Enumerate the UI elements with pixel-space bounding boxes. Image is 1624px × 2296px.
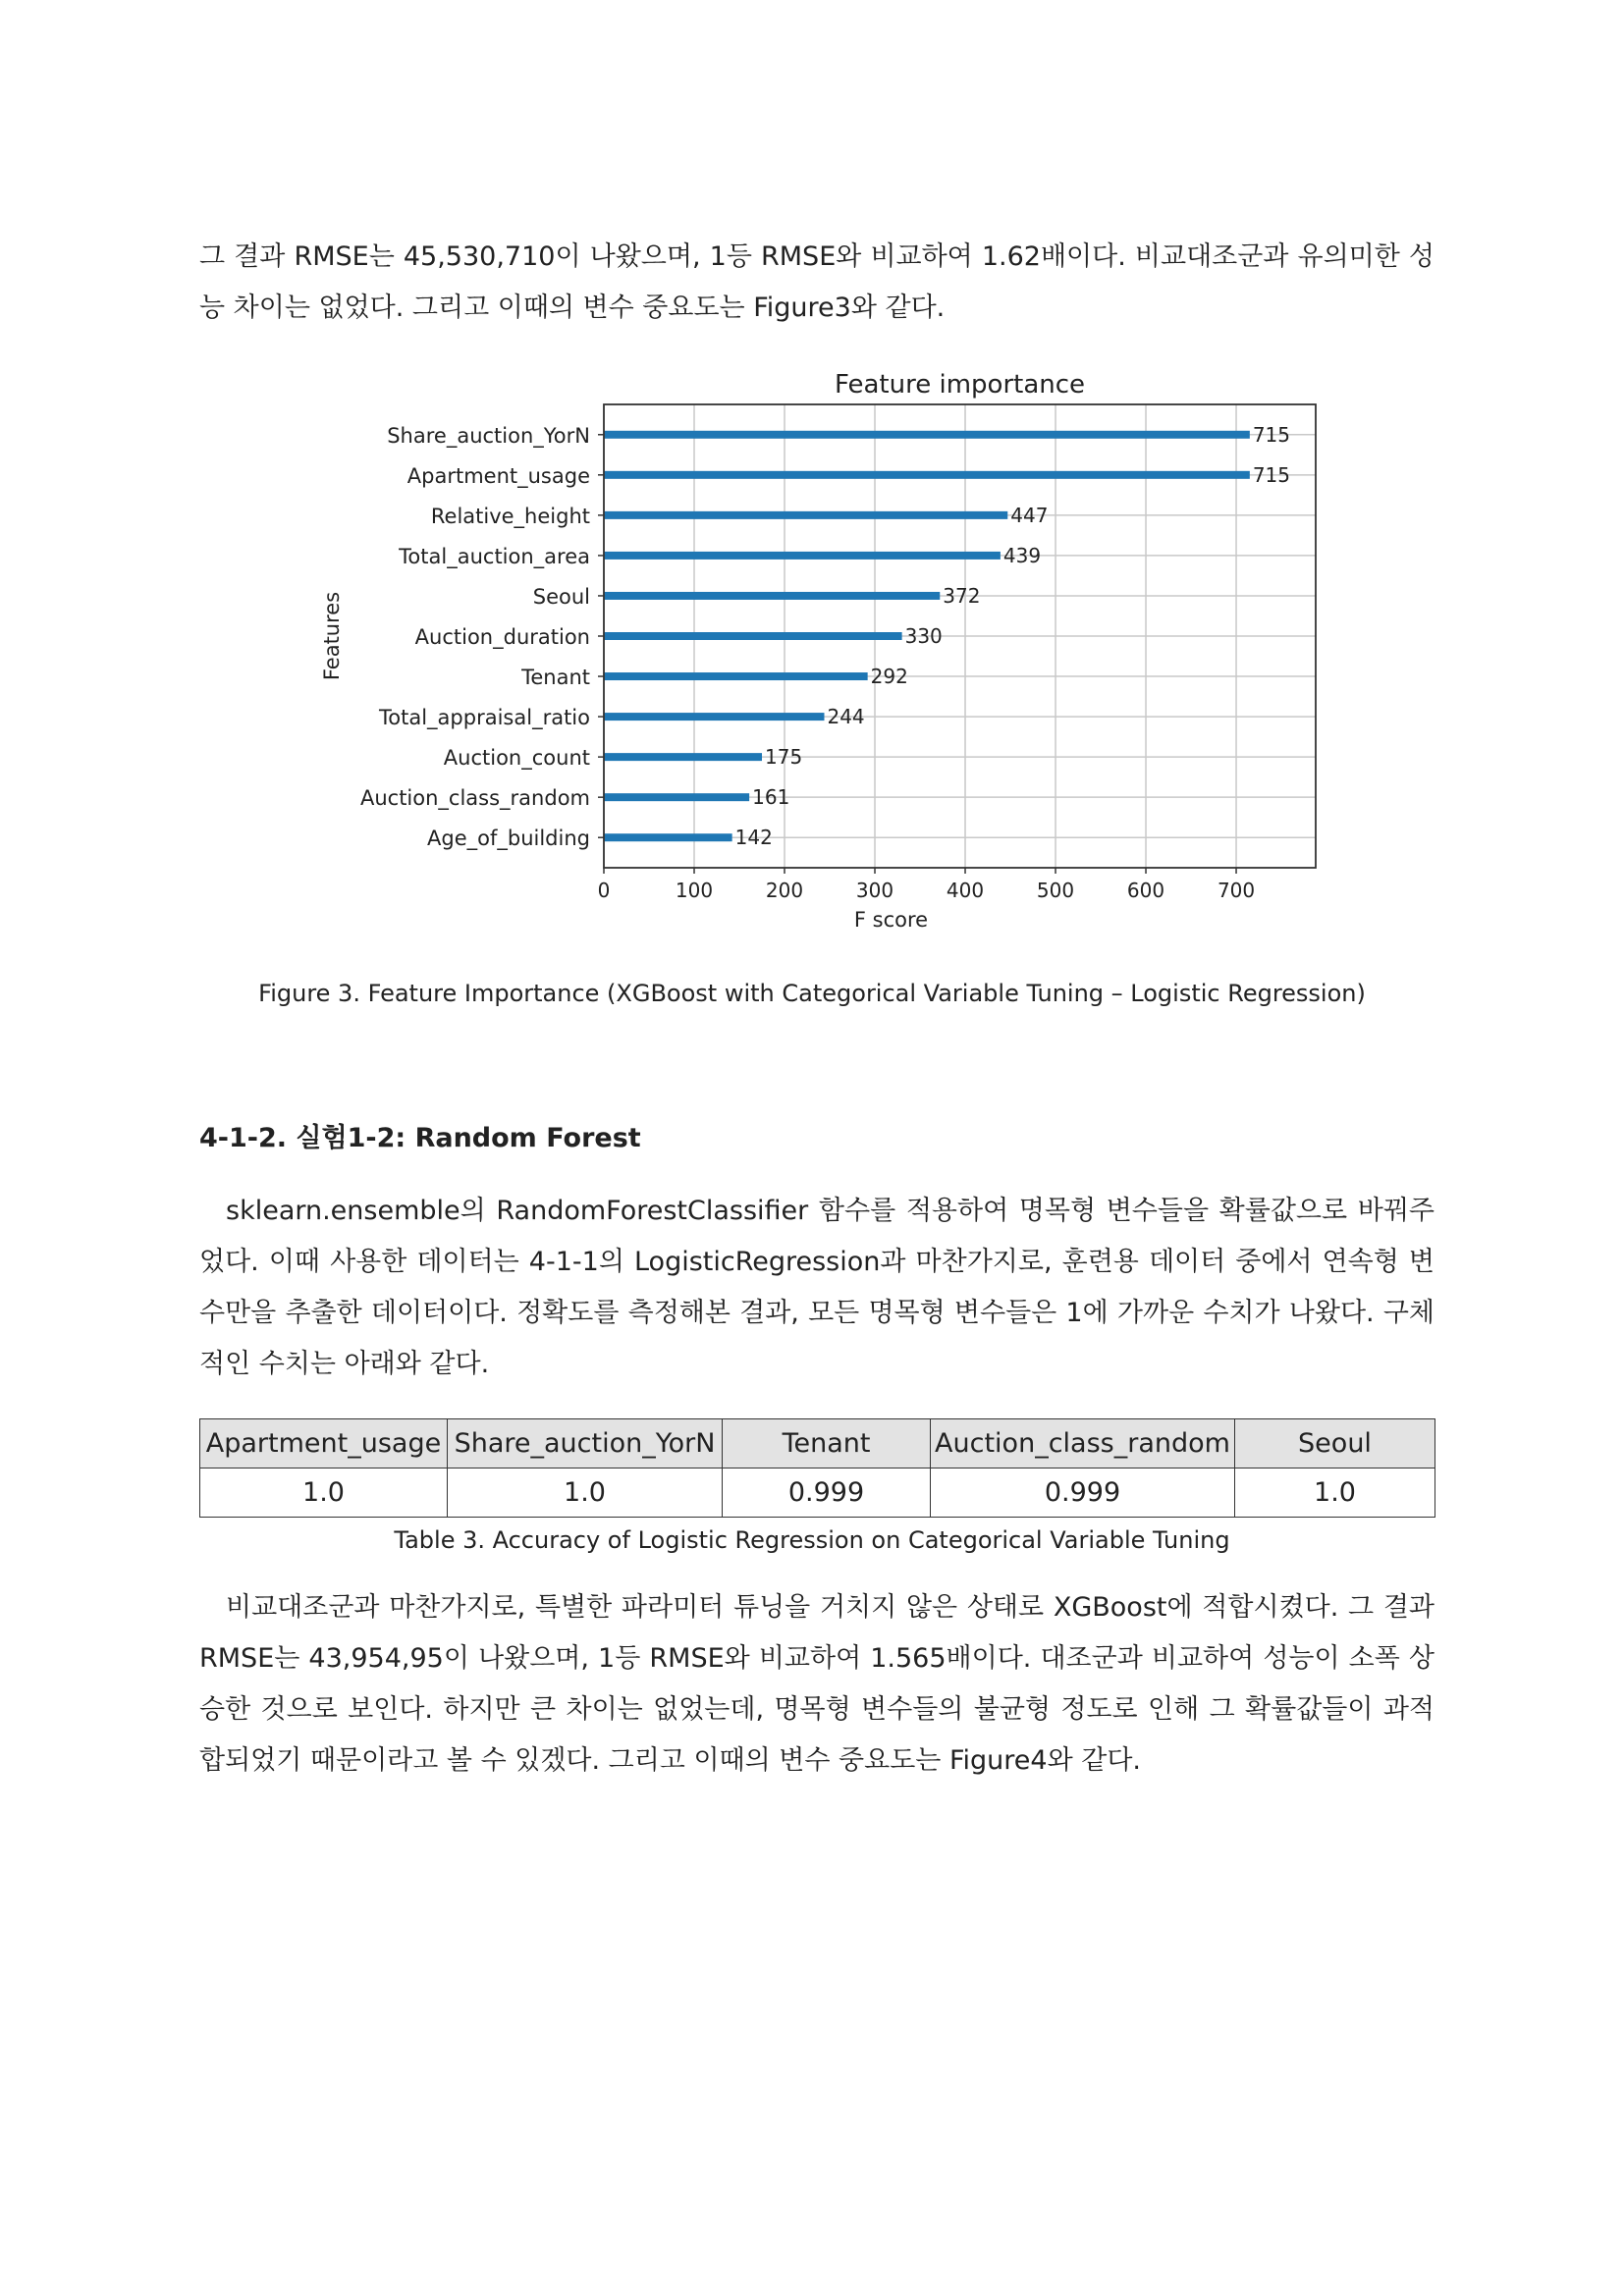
x-tick-label: 100 (675, 879, 714, 902)
paragraph-random-forest (199, 1186, 1435, 1390)
bar (604, 632, 902, 640)
paragraph-results: 그 결과 RMSE는 45,530,710이 나왔으며, 1등 RMSE와 비교하여 1.62배이다. 비교대조군과 유의미한 성능 차이는 없었다. 그리고 이때의 변수 중요도는 Figure3와 같다. (199, 241, 1435, 323)
feature-importance-figure (295, 353, 1355, 942)
x-axis-label: F score (853, 908, 929, 932)
table-header-cell: Apartment_usage (200, 1419, 448, 1468)
paragraph-random-forest-text: sklearn.ensemble의 RandomForestClassifier 함수를 적용하여 명목형 변수들을 확률값으로 바꿔주었다. 이때 사용한 데이터는 4-1-1의 LogisticRegression과 마찬가지로, 훈련용 데이터 중에서 연속형 변수만을 추출한 데이터이다. 정확도를 측정해본 결과, 모든 명목형 변수들은 1에 가까운 수치가 나왔다. 구체적인 수치는 아래와 같다. (199, 1196, 1435, 1379)
section-heading: 4-1-2. 실험1-2: Random Forest (199, 1123, 641, 1153)
paragraph-xgboost-results-text: 비교대조군과 마찬가지로, 특별한 파라미터 튜닝을 거치지 않은 상태로 XGBoost에 적합시켰다. 그 결과 RMSE는 43,954,95이 나왔으며, 1등 RMSE와 비교하여 1.565배이다. 대조군과 비교하여 성능이 소폭 상승한 것으로 보인다. 하지만 큰 차이는 없었는데, 명목형 변수들의 불균형 정도로 인해 그 확률값들이 과적합되었기 때문이라고 볼 수 있겠다. 그리고 이때의 변수 중요도는 Figure4와 같다. (199, 1592, 1435, 1776)
y-tick-label: Seoul (532, 584, 590, 609)
x-tick-label: 0 (597, 879, 611, 902)
table-cell: 0.999 (931, 1468, 1235, 1518)
bar-value-label: 715 (1252, 462, 1291, 487)
bar (604, 511, 1007, 519)
table-cell: 1.0 (1235, 1468, 1435, 1518)
bar-value-label: 715 (1252, 422, 1291, 447)
y-tick-label: Relative_height (430, 504, 590, 528)
y-tick-label: Total_auction_area (399, 544, 590, 568)
y-tick-label: Age_of_building (427, 827, 590, 851)
table-header-row (200, 1419, 1435, 1468)
bar (604, 431, 1250, 439)
bar-value-label: 244 (827, 705, 865, 729)
chart-title: Feature importance (834, 370, 1086, 400)
x-tick-label: 300 (855, 879, 894, 902)
bar-value-label: 175 (765, 745, 803, 770)
bar (604, 833, 732, 841)
table-caption: Table 3. Accuracy of Logistic Regression on Categorical Variable Tuning (394, 1526, 1230, 1554)
paragraph-xgboost-results (199, 1582, 1435, 1787)
table-header-cell: Seoul (1235, 1419, 1435, 1468)
figure-caption: Figure 3. Feature Importance (XGBoost with Categorical Variable Tuning – Logistic Regression) (258, 980, 1366, 1007)
table-row (200, 1468, 1435, 1518)
bar (604, 672, 868, 680)
table-header-cell: Auction_class_random (931, 1419, 1235, 1468)
bar-value-label: 161 (752, 785, 790, 810)
bar (604, 793, 749, 801)
y-axis-label: Features (320, 591, 344, 681)
bar (604, 713, 824, 721)
bar (604, 753, 762, 761)
table-cell: 1.0 (448, 1468, 723, 1518)
bar-value-label: 142 (734, 826, 773, 850)
x-tick-label: 400 (946, 879, 985, 902)
table-header-cell: Share_auction_YorN (448, 1419, 723, 1468)
bar-value-label: 292 (870, 665, 908, 689)
y-tick-label: Apartment_usage (406, 463, 590, 488)
bar-value-label: 447 (1010, 503, 1049, 527)
table-cell: 0.999 (723, 1468, 931, 1518)
y-tick-label: Auction_duration (414, 625, 590, 649)
table-header-cell: Tenant (723, 1419, 931, 1468)
x-tick-label: 600 (1126, 879, 1165, 902)
feature-importance-chart (295, 353, 1355, 942)
y-tick-label: Auction_class_random (359, 786, 590, 811)
x-tick-label: 500 (1036, 879, 1075, 902)
bar-value-label: 439 (1002, 543, 1042, 567)
x-tick-label: 700 (1217, 879, 1256, 902)
x-tick-label: 200 (765, 879, 804, 902)
bar (604, 592, 940, 600)
bar (604, 471, 1250, 479)
y-tick-label: Tenant (521, 666, 590, 690)
table-cell: 1.0 (200, 1468, 448, 1518)
bar (604, 552, 1001, 560)
bar-value-label: 330 (904, 624, 943, 648)
y-tick-label: Total_appraisal_ratio (379, 706, 590, 730)
y-tick-label: Auction_count (443, 746, 590, 771)
y-tick-label: Share_auction_YorN (387, 423, 590, 448)
bar-value-label: 372 (943, 583, 981, 608)
accuracy-table (199, 1418, 1435, 1518)
